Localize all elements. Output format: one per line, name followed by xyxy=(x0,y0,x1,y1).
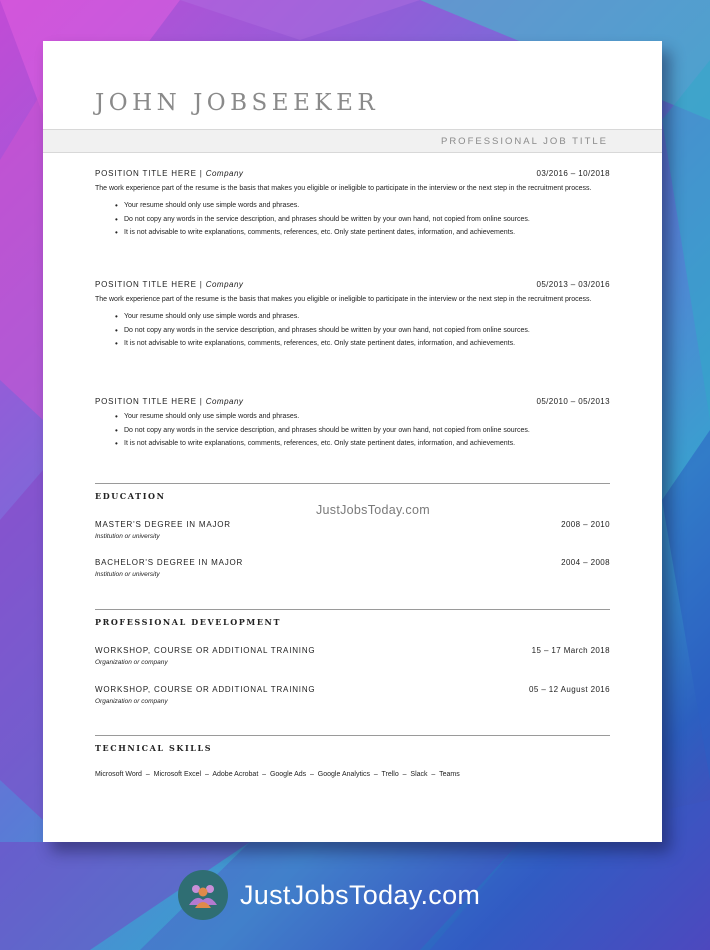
position-title: POSITION TITLE HERE xyxy=(95,397,197,406)
position-title: POSITION TITLE HERE xyxy=(95,169,197,178)
bullet-item: • It is not advisable to write explanations, comments, references, etc. Only state pertinent dates, information, and achievements. xyxy=(115,337,610,351)
bullet-item: • Your resume should only use simple words and phrases. xyxy=(115,310,610,324)
position-separator: | xyxy=(196,397,206,406)
institution-name: Institution or university xyxy=(95,533,160,540)
bullet-item: • Your resume should only use simple words and phrases. xyxy=(115,410,610,424)
section-divider xyxy=(95,483,610,484)
degree-title: MASTER'S DEGREE IN MAJOR xyxy=(95,520,231,529)
education-dates: 2008 – 2010 xyxy=(561,520,610,529)
bullet-item: • It is not advisable to write explanations, comments, references, etc. Only state pertinent dates, information, and achievements. xyxy=(115,437,610,451)
education-heading: EDUCATION xyxy=(95,491,166,501)
watermark-text: JustJobsToday.com xyxy=(316,503,430,517)
development-heading: PROFESSIONAL DEVELOPMENT xyxy=(95,617,281,627)
experience-bullets xyxy=(95,199,610,240)
experience-entry xyxy=(95,397,610,451)
experience-description: The work experience part of the resume is the basis that makes you eligible or ineligible to participate in the interview or the next step in the recruitment process. xyxy=(95,185,592,192)
training-title: WORKSHOP, COURSE OR ADDITIONAL TRAINING xyxy=(95,685,316,694)
skills-heading: TECHNICAL SKILLS xyxy=(95,743,213,753)
position-title: POSITION TITLE HERE xyxy=(95,280,197,289)
experience-entry xyxy=(95,280,610,351)
education-entry xyxy=(95,520,610,540)
bullet-item: • Your resume should only use simple words and phrases. xyxy=(115,199,610,213)
development-entry xyxy=(95,646,610,666)
people-group-icon xyxy=(178,870,228,920)
position-line xyxy=(95,280,243,289)
experience-entry xyxy=(95,169,610,240)
bullet-item: • It is not advisable to write explanations, comments, references, etc. Only state pertinent dates, information, and achievements. xyxy=(115,226,610,240)
position-line xyxy=(95,169,243,178)
experience-dates: 05/2013 – 03/2016 xyxy=(536,280,610,289)
bullet-item: • Do not copy any words in the service description, and phrases should be written by your own hand, not copied from online sources. xyxy=(115,424,610,438)
education-entry xyxy=(95,558,610,578)
position-separator: | xyxy=(196,280,206,289)
experience-description: The work experience part of the resume is the basis that makes you eligible or ineligible to participate in the interview or the next step in the recruitment process. xyxy=(95,296,592,303)
experience-dates: 05/2010 – 05/2013 xyxy=(536,397,610,406)
experience-bullets xyxy=(95,310,610,351)
company-name: Company xyxy=(205,280,244,289)
position-separator: | xyxy=(196,169,206,178)
institution-name: Institution or university xyxy=(95,571,160,578)
footer-site-name[interactable]: JustJobsToday.com xyxy=(240,879,481,910)
experience-bullets xyxy=(95,410,610,451)
company-name: Company xyxy=(205,397,244,406)
resume-page xyxy=(43,41,662,842)
degree-title: BACHELOR'S DEGREE IN MAJOR xyxy=(95,558,244,567)
footer-brand xyxy=(178,870,480,920)
skills-list: Microsoft Word – Microsoft Excel – Adobe Acrobat – Google Ads – Google Analytics – Trello – Slack – Teams xyxy=(95,771,460,778)
job-title-band xyxy=(43,129,662,153)
education-dates: 2004 – 2008 xyxy=(561,558,610,567)
training-dates: 05 – 12 August 2016 xyxy=(529,685,610,694)
resume-name: JOHN JOBSEEKER xyxy=(95,90,380,116)
experience-dates: 03/2016 – 10/2018 xyxy=(536,169,610,178)
section-divider xyxy=(95,609,610,610)
organization-name: Organization or company xyxy=(95,698,168,705)
position-line xyxy=(95,397,243,406)
section-divider xyxy=(95,735,610,736)
training-title: WORKSHOP, COURSE OR ADDITIONAL TRAINING xyxy=(95,646,316,655)
bullet-item: • Do not copy any words in the service description, and phrases should be written by your own hand, not copied from online sources. xyxy=(115,324,610,338)
development-entry xyxy=(95,685,610,705)
company-name: Company xyxy=(205,169,244,178)
job-title: PROFESSIONAL JOB TITLE xyxy=(440,136,608,147)
bullet-item: • Do not copy any words in the service description, and phrases should be written by your own hand, not copied from online sources. xyxy=(115,213,610,227)
organization-name: Organization or company xyxy=(95,659,168,666)
training-dates: 15 – 17 March 2018 xyxy=(531,646,610,655)
